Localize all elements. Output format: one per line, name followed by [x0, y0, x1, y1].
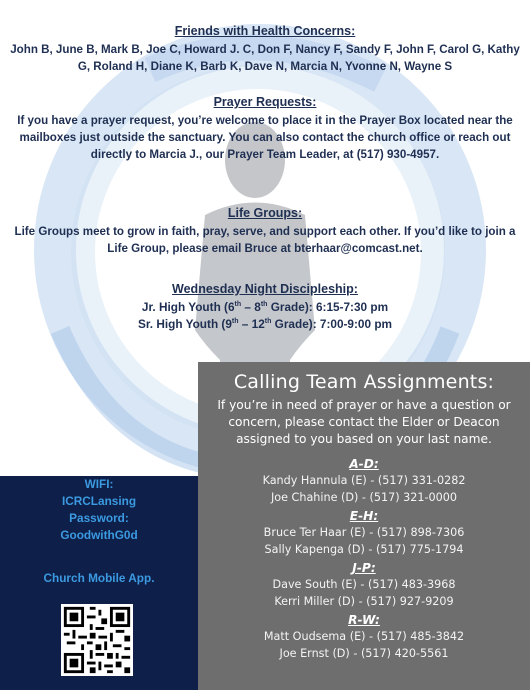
group-range: A-D: — [349, 457, 379, 471]
group-range: E-H: — [349, 509, 379, 523]
group-a-d — [198, 456, 530, 506]
group-r-w — [198, 612, 530, 662]
group-range: J-P: — [352, 561, 376, 575]
contact-elder: Matt Oudsema (E) - (517) 485-3842 — [263, 630, 465, 643]
wednesday-discipleship-section — [0, 282, 530, 333]
group-j-p — [198, 560, 530, 610]
life-groups-body: Life Groups meet to grow in faith, pray, serve, and support each other. If you’d like to join a Life Group, please email Bruce at bterhaar@comcast.net. — [14, 225, 516, 255]
mobile-app-label: Church Mobile App. — [43, 571, 155, 585]
wifi-password: GoodwithG0d — [60, 528, 138, 542]
life-groups-section — [0, 206, 530, 257]
contact-deacon: Joe Chahine (D) - (517) 321-0000 — [270, 491, 458, 504]
friends-heading: Friends with Health Concerns: — [174, 24, 356, 38]
contact-deacon: Kerri Miller (D) - (517) 927-9209 — [274, 595, 454, 608]
calling-intro: If you’re in need of prayer or have a question or concern, please contact the Elder or Deacon assigned to you based on your last name. — [217, 398, 511, 446]
jr-high-schedule: Jr. High Youth (6th – 8th Grade): 6:15-7:30 pm — [141, 300, 389, 314]
friends-names: John B, June B, Mark B, Joe C, Howard J. C, Don F, Nancy F, Sandy F, John F, Carol G, Kathy G, Roland H, Diane K, Barb K, Dave N, Marcia N, Yvonne N, Wayne S — [10, 43, 520, 73]
friends-health-section — [0, 24, 530, 75]
life-groups-heading: Life Groups: — [227, 206, 303, 220]
calling-title: Calling Team Assignments: — [233, 371, 495, 393]
wifi-info — [0, 476, 198, 544]
group-range: R-W: — [348, 613, 380, 627]
contact-elder: Dave South (E) - (517) 483-3968 — [272, 578, 456, 591]
group-e-h — [198, 508, 530, 558]
contact-deacon: Joe Ernst (D) - (517) 420-5561 — [279, 647, 449, 660]
calling-team-panel — [198, 362, 530, 690]
prayer-heading: Prayer Requests: — [213, 95, 317, 109]
prayer-body: If you have a prayer request, you’re welcome to place it in the Prayer Box located near the mailboxes just outside the sanctuary. You can also contact the church office or reach out directly to Marcia J., our Prayer Team Leader, at (517) 930-4957. — [17, 114, 513, 161]
church-info-box — [0, 476, 198, 690]
contact-elder: Bruce Ter Haar (E) - (517) 898-7306 — [263, 526, 465, 539]
contact-deacon: Sally Kapenga (D) - (517) 775-1794 — [264, 543, 464, 556]
prayer-requests-section — [0, 95, 530, 163]
contact-elder: Kandy Hannula (E) - (517) 331-0282 — [262, 474, 466, 487]
sr-high-schedule: Sr. High Youth (9th – 12th Grade): 7:00-9:00 pm — [137, 317, 393, 331]
wifi-label: WIFI: — [84, 477, 114, 491]
password-label: Password: — [69, 511, 129, 525]
wednesday-heading: Wednesday Night Discipleship: — [172, 282, 358, 296]
app-qr-code[interactable] — [61, 604, 133, 676]
wifi-network-name: ICRCLansing — [61, 494, 137, 508]
